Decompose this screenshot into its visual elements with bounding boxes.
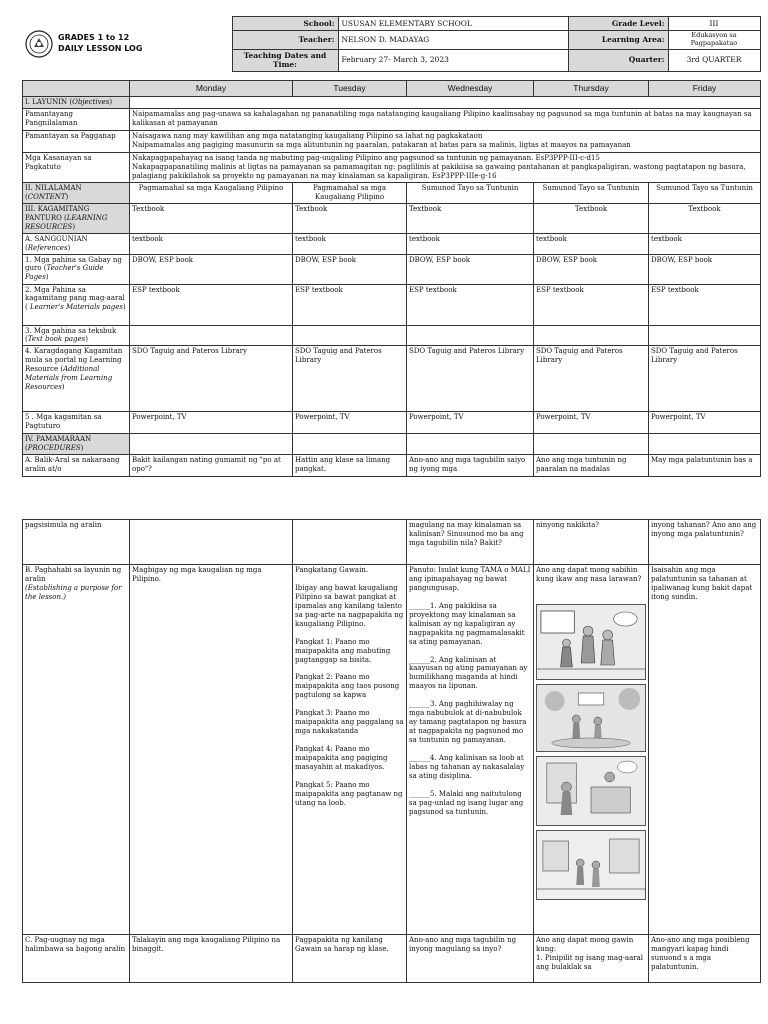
school-value: USUSAN ELEMENTARY SCHOOL [338,17,568,31]
pamamaraan-thursday [534,434,649,455]
pamamaraan-wednesday [407,434,534,455]
pamantayan-sa-pagganap-row [23,130,761,152]
kagamitang-pang-mag-aaral-monday: ESP textbook [130,284,293,325]
mga-kasanayan-text: Nakapagpapahayag na isang tanda ng mabuting pag-uugaling Pilipino ang pagsunod sa tuntunin ng pamayanan. EsP3PPP-III-c-d15 Nakapagpapanatiling malinis at ligtas na pamayanan sa pamamagitan ng: paglilinis at pakikiisa sa gawaing pantahanan at pangkapaligiran, wastong pagtatapon ng basura, palagiang pakikilahok sa proyekto ng pamayanan na may kinalaman sa kapaligiran. EsP3PPP-IIIe-g-16 [130,152,761,182]
layunin-row [23,96,761,108]
nilalaman-tuesday: Pagmamahal sa mga Kaugaliang Pilipino [293,182,407,203]
sanggunian-label: A. SANGGUNIAN (References) [23,233,130,254]
gabay-ng-guro-tuesday: DBOW, ESP book [293,254,407,284]
pamantayang-pangnilalaman-row [23,108,761,130]
paghahabi-label: B. Paghahabi sa layunin ng aralin (Establishing a purpose for the lesson.) [23,565,130,935]
karagdagang-kagamitan-wednesday: SDO Taguig and Pateros Library [407,346,534,412]
nilalaman-monday: Pagmamahal sa mga Kaugaliang Pilipino [130,182,293,203]
balik-aral-cont-friday: inyong tahanan? Ano ano ang inyong mga palatuntunin? [649,520,761,565]
school-label: School: [232,17,338,31]
mga-kasanayan-row [23,152,761,182]
sanggunian-thursday: textbook [534,233,649,254]
teksbuk-wednesday [407,325,534,346]
pag-uugnay-label: C. Pag-uugnay ng mga halimbawa sa bagong aralin [23,935,130,983]
balik-aral-row [23,455,761,477]
iba-pang-kagamitan-tuesday: Powerpoint, TV [293,412,407,434]
quarter-label: Quarter: [568,49,668,71]
kagamitang-panturo-wednesday: Textbook [407,203,534,233]
karagdagang-kagamitan-row [23,346,761,412]
gabay-ng-guro-label: 1. Mga pahina sa Gabay ng guro (Teacher's Guide Pages) [23,254,130,284]
nilalaman-wednesday: Sumunod Tayo sa Tuntunin [407,182,534,203]
gabay-ng-guro-wednesday: DBOW, ESP book [407,254,534,284]
learning-area-value: Edukasyon sa Pagpapakatao [668,31,760,50]
lesson-log-page-2 [22,519,760,983]
pamamaraan-monday [130,434,293,455]
kagamitang-panturo-friday: Textbook [649,203,761,233]
pag-uugnay-row [23,935,761,983]
nilalaman-friday: Sumunod Tayo sa Tuntunin [649,182,761,203]
teaching-dates-label: Teaching Dates and Time: [232,49,338,71]
nilalaman-row [23,182,761,203]
kagamitang-panturo-tuesday: Textbook [293,203,407,233]
gabay-ng-guro-thursday: DBOW, ESP book [534,254,649,284]
teksbuk-row [23,325,761,346]
water-fountain-illustration [536,756,646,826]
balik-aral-cont-tuesday [293,520,407,565]
balik-aral-wednesday: Ano-ano ang mga tagubilin saiyo ng iyong mga [407,455,534,477]
karagdagang-kagamitan-monday: SDO Taguig and Pateros Library [130,346,293,412]
classroom-scene-illustration [536,604,646,680]
balik-aral-friday: May mga palatuntunin bas a [649,455,761,477]
header-logo-block [22,17,232,72]
deped-seal-icon [25,30,53,58]
iba-pang-kagamitan-row [23,412,761,434]
lesson-table-page-1 [22,80,761,478]
paghahabi-friday: Isaisahin ang mga palatuntunin sa tahanan at ipaliwanag kung bakit dapat itong sundin. [649,565,761,935]
day-header-row [23,80,761,96]
mga-kasanayan-label: Mga Kasanayan sa Pagkatuto [23,152,130,182]
teacher-value: NELSON D. MADAYAG [338,31,568,50]
kagamitang-pang-mag-aaral-label: 2. Mga Pahina sa kagamitang pang mag-aaral ( Learner's Materials pages) [23,284,130,325]
sanggunian-monday: textbook [130,233,293,254]
karagdagang-kagamitan-tuesday: SDO Taguig and Pateros Library [293,346,407,412]
pamamaraan-friday [649,434,761,455]
balik-aral-cont-monday [130,520,293,565]
paghahabi-thursday-text: Ano ang dapat mong sabihin kung ikaw ang nasa larawan? [536,566,642,583]
balik-aral-monday: Bakit kailangan nating gumamit ng "po at opo"? [130,455,293,477]
title-line-2: DAILY LESSON LOG [58,43,143,53]
balik-aral-label: A. Balik-Aral sa nakaraang aralin at/o [23,455,130,477]
park-scene-illustration [536,684,646,752]
balik-aral-cont-wednesday: magulang na may kinalaman sa kalinisan? Sinusunod mo ba ang mga tagubilin nila? Bakit? [407,520,534,565]
karagdagang-kagamitan-thursday: SDO Taguig and Pateros Library [534,346,649,412]
pag-uugnay-monday: Talakayin ang mga kaugaliang Pilipino na binaggit. [130,935,293,983]
karagdagang-kagamitan-friday: SDO Taguig and Pateros Library [649,346,761,412]
iba-pang-kagamitan-monday: Powerpoint, TV [130,412,293,434]
paghahabi-row [23,565,761,935]
iba-pang-kagamitan-friday: Powerpoint, TV [649,412,761,434]
kagamitang-panturo-monday: Textbook [130,203,293,233]
learning-area-label: Learning Area: [568,31,668,50]
day-header-tuesday: Tuesday [293,80,407,96]
teksbuk-monday [130,325,293,346]
title-line-1: GRADES 1 to 12 [58,33,130,43]
balik-aral-tuesday: Hattin ang klase sa limang pangkat. [293,455,407,477]
teacher-label: Teacher: [232,31,338,50]
kagamitang-pang-mag-aaral-tuesday: ESP textbook [293,284,407,325]
pamamaraan-label: IV. PAMAMARAAN (PROCEDURES) [23,434,130,455]
sanggunian-tuesday: textbook [293,233,407,254]
grade-level-value: III [668,17,760,31]
iba-pang-kagamitan-wednesday: Powerpoint, TV [407,412,534,434]
gabay-ng-guro-row [23,254,761,284]
sanggunian-wednesday: textbook [407,233,534,254]
grade-level-label: Grade Level: [568,17,668,31]
pamantayang-pangnilalaman-text: Naipamamalas ang pag-unawa sa kahalagahan ng pananatiling mga natatanging kaugaliang Pilipino kaalinsabay ng pagsunod sa mga tuntunin at batas na may kaugnayan sa kalikasan at pamayanan [130,108,761,130]
nilalaman-thursday: Sumunod Tayo sa Tuntunin [534,182,649,203]
sanggunian-friday: textbook [649,233,761,254]
sanggunian-row [23,233,761,254]
balik-aral-cont-thursday: ninyong nakikita? [534,520,649,565]
day-header-monday: Monday [130,80,293,96]
teaching-dates-value: February 27- March 3, 2023 [338,49,568,71]
lesson-log-page-1 [22,16,760,477]
teksbuk-label: 3. Mga pahina sa teksbuk (Text book pages) [23,325,130,346]
balik-aral-thursday: Ano ang mga tuntunin ng paaralan na madalas [534,455,649,477]
pag-uugnay-friday: Ano-ano ang mga posibleng mangyari kapag hindi sunuond s a mga palatuntunin. [649,935,761,983]
street-scene-illustration [536,830,646,900]
karagdagang-kagamitan-label: 4. Karagdagang Kagamitan mula sa portal ng Learning Resource (Additional Materials from Learning Resources) [23,346,130,412]
pamamaraan-row [23,434,761,455]
pag-uugnay-thursday: Ano ang dapat mong gawin kung: 1. Pinipilit ng isang mag-aaral ang bulaklak sa [534,935,649,983]
balik-aral-cont-label: pagsisimula ng aralin [23,520,130,565]
layunin-label: I. LAYUNIN (Objectives) [23,96,130,108]
kagamitang-panturo-label: III. KAGAMITANG PANTURO (LEARNING RESOURCES) [23,203,130,233]
pamantayan-sa-pagganap-text: Naisagawa nang may kawilihan ang mga natatanging kaugaliang Pilipino sa lahat ng pagkakataon Naipamamalas ang pagiging masunurin sa mga alituntunin ng paaralan, patakaran at batas para sa malinis, ligtas at maayos na pamayanan [130,130,761,152]
quarter-value: 3rd QUARTER [668,49,760,71]
kagamitang-panturo-row [23,203,761,233]
paghahabi-thursday [534,565,649,935]
day-header-thursday: Thursday [534,80,649,96]
gabay-ng-guro-friday: DBOW, ESP book [649,254,761,284]
kagamitang-pang-mag-aaral-row [23,284,761,325]
day-header-wednesday: Wednesday [407,80,534,96]
teksbuk-tuesday [293,325,407,346]
header-table [22,16,761,72]
nilalaman-label: II. NILALAMAN (CONTENT) [23,182,130,203]
layunin-blank [130,96,761,108]
paghahabi-monday: Magbigay ng mga kaugalian ng mga Pilipino. [130,565,293,935]
pamamaraan-tuesday [293,434,407,455]
paghahabi-wednesday: Panuto: Isulat kung TAMA o MALI ang ipinapahayag ng bawat pangungusap. ______1. Ang pakikiisa sa proyektong may kinalaman sa kalinisan ay ng kapaligiran ay nagpapakita ng pagmamalasakit sa ating pamayanan. ______2. Ang kalinisan at kaayusan ng ating pamayanan ay humilikhang maganda at hindi maayos na lipunan. ______3. Ang paghihiwalay ng mga nabubulok at di-nabubulok ay tamang pagtatapon ng basura at nagpapakita ng pagsunod mo sa tuntunin ng pamayanan. ______4. Ang kalinisan sa loob at labas ng tahanan ay nakasalalay sa ating disiplina. ______5. Malaki ang naitutulong sa pag-unlad ng isang lugar ang pagsunod sa tuntunin. [407,565,534,935]
teksbuk-friday [649,325,761,346]
kagamitang-panturo-thursday: Textbook [534,203,649,233]
paghahabi-tuesday: Pangkatang Gawain. Ibigay ang bawat kaugaliang Pilipino sa bawat pangkat at ipamalas ang kanilang talento sa pag-arte na nagpapakita ng kaugaliang Pilipino. Pangkat 1: Paano mo maipapakita ang mabuting pagtanggap sa bisita. Pangkat 2: Paano mo maipapakita ang taos pusong pagtulong sa kapwa Pangkat 3: Paano mo maipapakita ang paggalang sa mga nakakatanda Pangkat 4: Paano mo maipapakita ang pagiging masayahin at makadiyos. Pangkat 5: Paano mo maipapakita ang pagtanaw ng utang na loob. [293,565,407,935]
iba-pang-kagamitan-thursday: Powerpoint, TV [534,412,649,434]
pag-uugnay-tuesday: Pagpapakita ng kanilang Gawain sa harap ng klase. [293,935,407,983]
kagamitang-pang-mag-aaral-friday: ESP textbook [649,284,761,325]
lesson-table-page-2 [22,519,761,983]
day-header-friday: Friday [649,80,761,96]
pamantayan-sa-pagganap-label: Pamantayan sa Pagganap [23,130,130,152]
pag-uugnay-wednesday: Ano-ano ang mga tagubilin ng inyong magulang sa inyo? [407,935,534,983]
gabay-ng-guro-monday: DBOW, ESP book [130,254,293,284]
iba-pang-kagamitan-label: 5 . Mga kagamitan sa Pagtuturo [23,412,130,434]
pamantayang-pangnilalaman-label: Pamantayang Pangnilalaman [23,108,130,130]
balik-aral-cont-row [23,520,761,565]
kagamitang-pang-mag-aaral-wednesday: ESP textbook [407,284,534,325]
kagamitang-pang-mag-aaral-thursday: ESP textbook [534,284,649,325]
teksbuk-thursday [534,325,649,346]
day-header-blank [23,80,130,96]
